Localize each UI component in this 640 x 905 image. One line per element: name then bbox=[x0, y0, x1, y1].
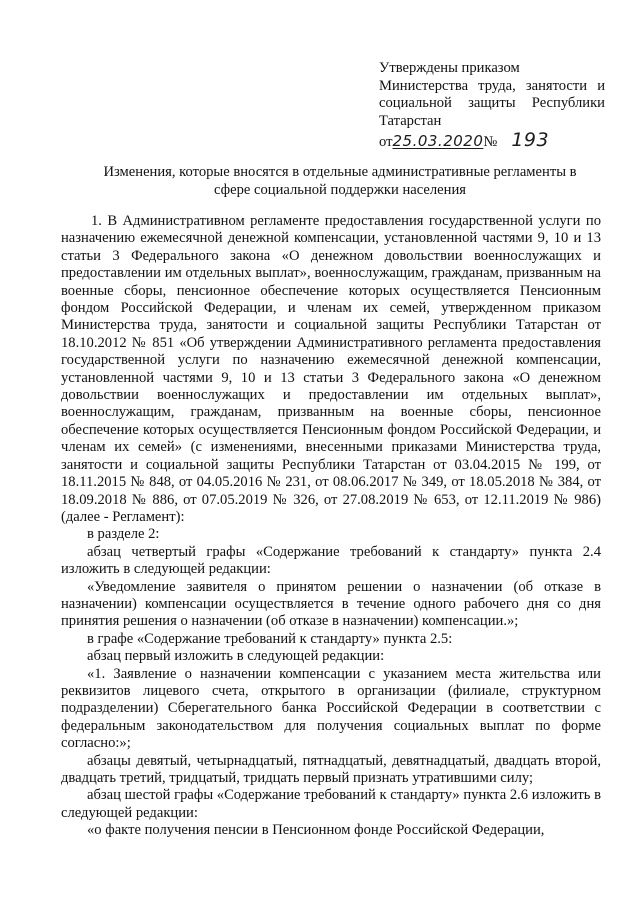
handwritten-date: 25.03.2020 bbox=[392, 132, 484, 150]
paragraph-2: в разделе 2: bbox=[87, 526, 160, 543]
paragraph-5: в графе «Содержание требований к стандарту» пункта 2.5: bbox=[87, 630, 453, 647]
paragraph-3: абзац четвертый графы «Содержание требований к стандарту» пункта 2.4 изложить в следующей редакции: bbox=[61, 543, 601, 578]
paragraph-8: абзацы девятый, четырнадцатый, пятнадцатый, девятнадцатый, двадцать второй, двадцать третий, тридцатый, тридцать первый признать утратившими силу; bbox=[61, 752, 601, 786]
document-body bbox=[61, 213, 601, 840]
approval-line-4: Татарстан bbox=[379, 112, 442, 129]
approval-line-2: Министерства труда, занятости и bbox=[379, 77, 605, 94]
number-sign: № bbox=[483, 134, 498, 150]
handwritten-number: 193 bbox=[511, 129, 550, 151]
paragraph-7: «1. Заявление о назначении компенсации с указанием места жительства или реквизитов лицевого счета, открытого в организации (филиале, структурном подразделении) Сберегательного банка Российской Федерации в соответствии с федеральным законодательством для получения социальных выплат по форме согласно:»; bbox=[61, 665, 601, 752]
paragraph-9: абзац шестой графы «Содержание требований к стандарту» пункта 2.6 изложить в следующей редакции: bbox=[61, 787, 601, 821]
approval-date-row bbox=[379, 129, 605, 152]
title-line-1: Изменения, которые вносятся в отдельные административные регламенты в bbox=[103, 164, 577, 180]
paragraph-10: «о факте получения пенсии в Пенсионном фонде Российской Федерации, bbox=[87, 822, 545, 839]
paragraph-1: 1. В Административном регламенте предоставления государственной услуги по назначению ежемесячной денежной компенсации, установленной частями 9, 10 и 13 статьи 3 Федерального закона «О денежном довольствии военнослужащих и предоставлении им отдельных выплат», военнослужащим, гражданам, призванным на военные сборы, пенсионное обеспечение которых осуществляется Пенсионным фондом Российской Федерации, и членам их семей, утвержденном приказом Министерства труда, занятости и социальной защиты Республики Татарстан от 18.10.2012 № 851 «Об утверждении Административного регламента предоставления государственной услуги по назначению ежемесячной денежной компенсации, установленной частями 9, 10 и 13 статьи 3 Федерального закона «О денежном довольствии военнослужащих и предоставлении им отдельных выплат», военнослужащим, гражданам, призванным на военные сборы, пенсионное обеспечение которых осуществляется Пенсионным фондом Российской Федерации, и членам их семей» (с изменениями, внесенными приказами Министерства труда, занятости и социальной защиты Республики Татарстан от 03.04.2015 № 199, от 18.11.2015 № 848, от 04.05.2016 № 231, от 08.06.2017 № 349, от 18.05.2018 № 384, от 18.09.2018 № 886, от 07.05.2019 № 326, от 27.08.2019 № 653, от 12.11.2019 № 986) (далее - Регламент): bbox=[61, 213, 601, 525]
approval-block bbox=[379, 60, 605, 152]
approval-line-1: Утверждены приказом bbox=[379, 60, 520, 76]
document-title bbox=[80, 164, 600, 199]
paragraph-6: абзац первый изложить в следующей редакции: bbox=[87, 648, 385, 665]
paragraph-4: «Уведомление заявителя о принятом решении о назначении (об отказе в назначении) компенсации осуществляется в течение одного рабочего дня со дня принятия решения о назначении (об отказе в назначении) компенсации.»; bbox=[61, 578, 601, 630]
title-line-2: сфере социальной поддержки населения bbox=[214, 181, 466, 198]
date-prefix: от bbox=[379, 134, 393, 150]
approval-line-3: социальной защиты Республики bbox=[379, 95, 605, 111]
